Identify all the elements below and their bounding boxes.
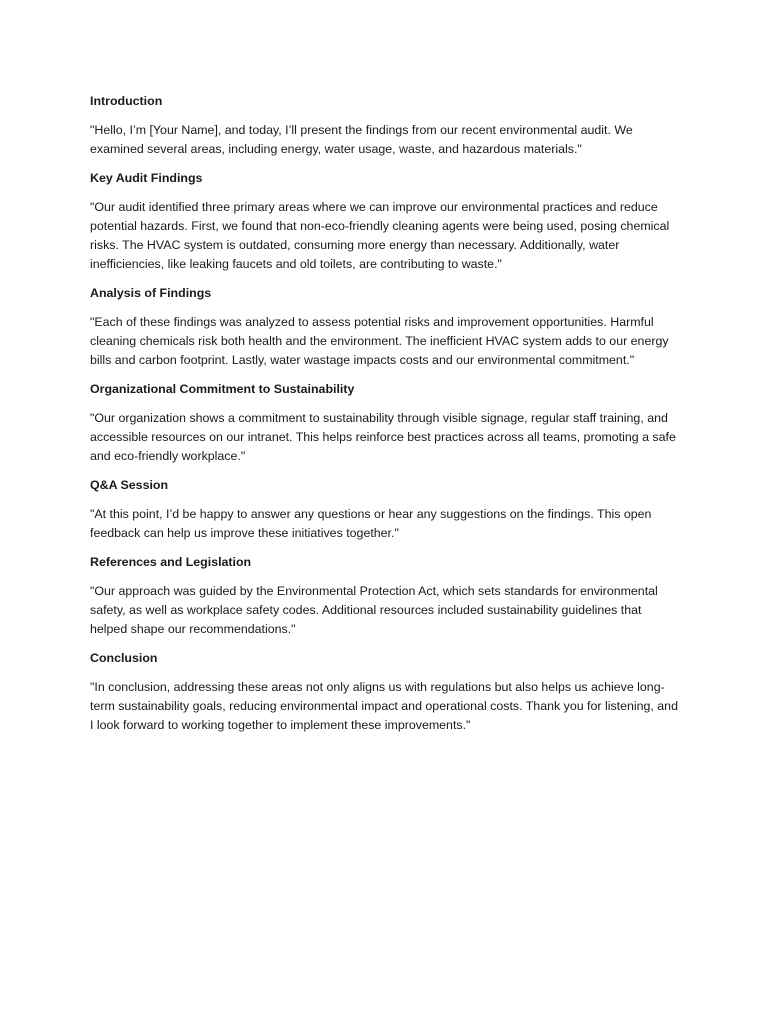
section-heading: Q&A Session xyxy=(90,478,169,492)
section-body: "Our approach was guided by the Environmental Protection Act, which sets standards for environmental safety, as well as workplace safety codes. Additional resources included sustainability guidelines that helped shape our recommendations." xyxy=(90,584,658,636)
section-references-and-legislation xyxy=(90,553,682,639)
section-key-audit-findings xyxy=(90,169,682,274)
section-body: "At this point, I’d be happy to answer any questions or hear any suggestions on the findings. This open feedback can help us improve these initiatives together." xyxy=(90,507,652,540)
section-heading: Organizational Commitment to Sustainability xyxy=(90,382,355,396)
section-organizational-commitment xyxy=(90,380,682,466)
section-body: "Hello, I’m [Your Name], and today, I’ll present the findings from our recent environmental audit. We examined several areas, including energy, water usage, waste, and hazardous materials." xyxy=(90,123,633,156)
section-heading: Key Audit Findings xyxy=(90,171,203,185)
section-conclusion xyxy=(90,649,682,735)
section-introduction xyxy=(90,92,682,159)
document-page xyxy=(90,92,682,745)
section-heading: Analysis of Findings xyxy=(90,286,212,300)
section-body: "In conclusion, addressing these areas not only aligns us with regulations but also helps us achieve long-term sustainability goals, reducing environmental impact and operational costs. Thank you for listening, and I look forward to working together to implement these improvements." xyxy=(90,680,678,732)
section-heading: References and Legislation xyxy=(90,555,252,569)
section-qa-session xyxy=(90,476,682,543)
section-analysis-of-findings xyxy=(90,284,682,370)
section-body: "Our organization shows a commitment to sustainability through visible signage, regular staff training, and accessible resources on our intranet. This helps reinforce best practices across all teams, promoting a safe and eco-friendly workplace." xyxy=(90,411,676,463)
section-heading: Conclusion xyxy=(90,651,158,665)
section-body: "Our audit identified three primary areas where we can improve our environmental practices and reduce potential hazards. First, we found that non-eco-friendly cleaning agents were being used, posing chemical risks. The HVAC system is outdated, consuming more energy than necessary. Additionally, water inefficiencies, like leaking faucets and old toilets, are contributing to waste." xyxy=(90,200,670,271)
section-heading: Introduction xyxy=(90,94,163,108)
section-body: "Each of these findings was analyzed to assess potential risks and improvement opportunities. Harmful cleaning chemicals risk both health and the environment. The inefficient HVAC system adds to our energy bills and carbon footprint. Lastly, water wastage impacts costs and our environmental commitment." xyxy=(90,315,669,367)
